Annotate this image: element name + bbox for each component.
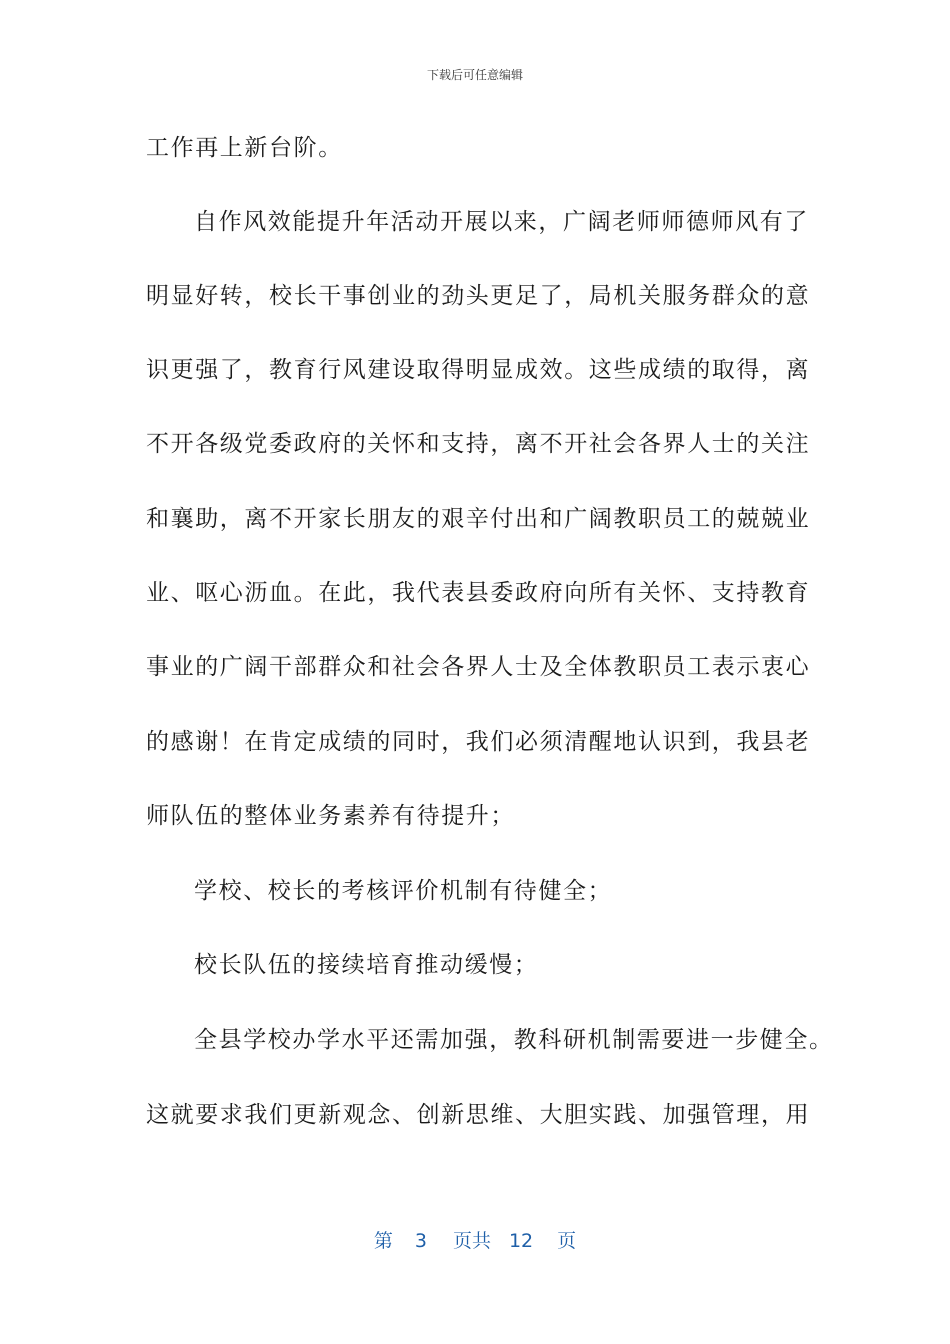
- footer-middle: 页共: [452, 1230, 491, 1252]
- footer-total-pages: 12: [508, 1230, 534, 1252]
- body-line-7: 业、呕心沥血。在此，我代表县委政府向所有关怀、支持教育: [146, 580, 811, 606]
- body-line-13: 全县学校办学水平还需加强，教科研机制需要进一步健全。: [194, 1027, 834, 1053]
- body-line-4: 识更强了，教育行风建设取得明显成效。这些成绩的取得，离: [146, 357, 811, 383]
- body-line-11: 学校、校长的考核评价机制有待健全；: [194, 878, 613, 904]
- body-line-2: 自作风效能提升年活动开展以来，广阔老师师德师风有了: [194, 209, 809, 235]
- footer-suffix: 页: [557, 1230, 577, 1252]
- body-line-3: 明显好转，校长干事创业的劲头更足了，局机关服务群众的意: [146, 283, 811, 309]
- header-note: 下载后可任意编辑: [426, 68, 523, 82]
- footer-page-number: 3: [414, 1230, 427, 1252]
- body-line-6: 和襄助，离不开家长朋友的艰辛付出和广阔教职员工的兢兢业: [146, 506, 811, 532]
- body-line-5: 不开各级党委政府的关怀和支持，离不开社会各界人士的关注: [146, 431, 811, 457]
- page-footer: [0, 1226, 950, 1253]
- body-line-10: 师队伍的整体业务素养有待提升；: [146, 803, 515, 829]
- body-line-14: 这就要求我们更新观念、创新思维、大胆实践、加强管理，用: [146, 1102, 811, 1128]
- body-line-8: 事业的广阔干部群众和社会各界人士及全体教职员工表示衷心: [146, 654, 811, 680]
- body-line-12: 校长队伍的接续培育推动缓慢；: [194, 952, 539, 978]
- body-line-9: 的感谢！在肯定成绩的同时，我们必须清醒地认识到，我县老: [146, 729, 811, 755]
- footer-prefix: 第: [373, 1230, 393, 1252]
- body-line-1: 工作再上新台阶。: [146, 135, 343, 161]
